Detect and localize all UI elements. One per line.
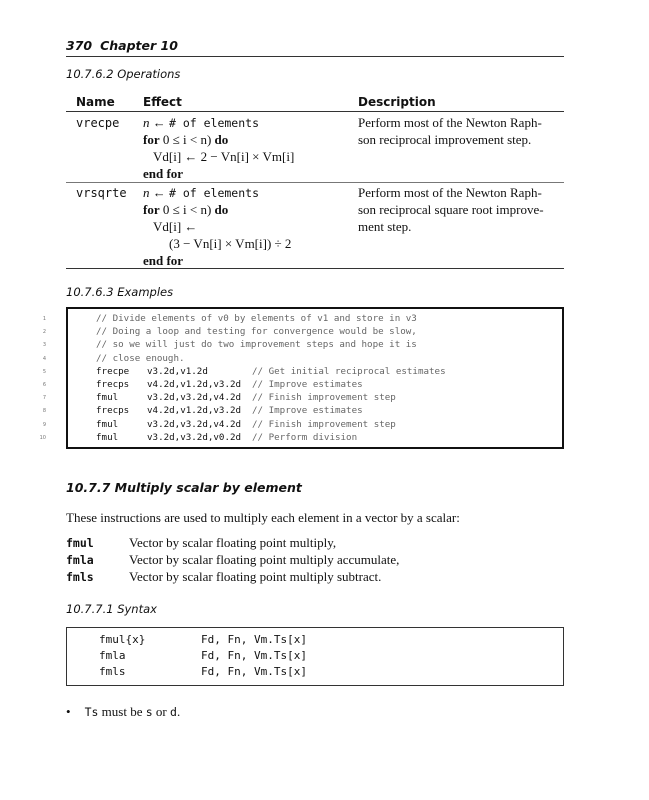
operations-heading: 10.7.6.2 Operations (66, 67, 181, 81)
for-expression: 0 ≤ i < n) (159, 202, 215, 217)
var-n: n (143, 115, 150, 130)
intro-paragraph: These instructions are used to multiply each element in a vector by a scalar: (66, 510, 460, 525)
elements-count: # of elements (169, 186, 260, 200)
code-comment: // Divide elements of v0 by elements of v1 and store in v3 (96, 313, 417, 324)
line-number: 10 (39, 434, 46, 441)
code-line (96, 419, 396, 430)
bullet-text: must be (98, 704, 146, 719)
s-term: s (145, 705, 153, 719)
bullet-text: . (176, 704, 181, 719)
arrow: ← (149, 115, 169, 130)
header-rule (66, 56, 564, 57)
code-op: fmul (96, 392, 119, 404)
instr-name: fmls (66, 570, 94, 584)
description-vrsqrte (358, 184, 558, 235)
var-n: n (143, 185, 150, 200)
code-args: v4.2d,v1.2d,v3.2d (147, 379, 242, 390)
code-comment: // Doing a loop and testing for convergence would be slow, (96, 326, 417, 338)
effect-line-endfor: end for (143, 166, 184, 181)
line-number: 8 (42, 408, 46, 415)
code-line (96, 313, 417, 324)
code-args: v3.2d,v3.2d,v4.2d (147, 392, 242, 404)
code-line (96, 353, 185, 364)
syntax-op: fmla (99, 649, 126, 662)
row-divider (66, 182, 564, 183)
col-header-name: Name (76, 95, 115, 109)
code-op: fmul (96, 431, 119, 443)
col-header-effect: Effect (143, 95, 182, 109)
syntax-heading: 10.7.7.1 Syntax (66, 602, 157, 616)
do-keyword: do (214, 202, 229, 217)
instr-desc: Vector by scalar floating point multiply, (129, 535, 337, 550)
line-number: 3 (42, 342, 46, 349)
syntax-operands: Fd, Fn, Vm.Ts[x] (201, 649, 307, 662)
code-comment: // so we will just do two improvement steps and hope it is (96, 339, 417, 351)
code-args: v3.2d,v3.2d,v4.2d (147, 418, 242, 430)
code-comment: // Perform division (252, 431, 358, 443)
running-header (66, 38, 178, 53)
description-vrecpe (358, 114, 558, 148)
line-number: 7 (42, 395, 46, 402)
effect-line-assign (143, 114, 259, 132)
code-op: frecps (96, 405, 130, 417)
section-heading: 10.7.7 Multiply scalar by element (66, 480, 302, 495)
do-keyword: do (214, 132, 229, 147)
effect-line-body: Vd[i] ← (153, 219, 198, 234)
col-header-description: Description (358, 95, 436, 109)
effect-line-for (143, 201, 228, 218)
code-args: v3.2d,v3.2d,v0.2d (147, 431, 242, 443)
bullet-glyph: • (66, 704, 71, 719)
code-comment: // Finish improvement step (252, 418, 396, 430)
syntax-box (66, 627, 564, 686)
line-number: 6 (42, 382, 46, 388)
code-line (96, 405, 363, 416)
for-keyword: for (143, 202, 160, 217)
instr-name: fmla (66, 553, 94, 567)
line-number: 5 (42, 368, 46, 375)
desc-line: son reciprocal square root improve- (358, 202, 544, 217)
code-args: v3.2d,v1.2d (147, 365, 208, 377)
line-number: 9 (42, 421, 46, 428)
desc-line: Perform most of the Newton Raph- (358, 185, 542, 200)
arrow: ← (149, 185, 169, 200)
code-op: frecpe (96, 365, 130, 377)
for-expression: 0 ≤ i < n) (159, 132, 215, 147)
elements-count: # of elements (169, 116, 260, 130)
examples-heading: 10.7.6.3 Examples (66, 285, 174, 299)
op-name-vrecpe: vrecpe (76, 116, 120, 130)
code-comment: // Improve estimates (252, 405, 363, 417)
code-line (96, 339, 417, 350)
code-comment: // Get initial reciprocal estimates (252, 365, 446, 377)
code-op: frecps (96, 379, 130, 390)
line-number: 2 (42, 329, 46, 336)
for-keyword: for (143, 132, 160, 147)
effect-line-body-cont: (3 − Vn[i] × Vm[i]) ÷ 2 (169, 236, 292, 251)
effect-line-assign (143, 184, 259, 202)
code-args: v4.2d,v1.2d,v3.2d (147, 405, 242, 417)
instr-desc: Vector by scalar floating point multiply subtract. (129, 569, 382, 584)
syntax-op: fmls (99, 665, 126, 678)
table-bottom-rule (66, 268, 564, 269)
code-line (96, 379, 363, 390)
syntax-operands: Fd, Fn, Vm.Ts[x] (201, 633, 307, 646)
ts-term: Ts (84, 705, 99, 719)
page-number: 370 (66, 38, 93, 53)
line-number: 4 (42, 355, 46, 362)
syntax-operands: Fd, Fn, Vm.Ts[x] (201, 665, 307, 678)
syntax-op: fmul{x} (99, 633, 146, 646)
table-header-rule (66, 111, 564, 112)
code-comment: // Finish improvement step (252, 392, 396, 404)
instr-name: fmul (66, 536, 94, 550)
code-line (96, 392, 396, 403)
op-name-vrsqrte: vrsqrte (76, 186, 127, 200)
code-comment: // close enough. (96, 352, 185, 364)
code-line (96, 326, 417, 337)
code-op: fmul (96, 418, 119, 430)
bullet-text: or (152, 704, 171, 719)
code-line (96, 366, 446, 377)
instr-desc: Vector by scalar floating point multiply accumulate, (129, 552, 400, 567)
chapter-title: Chapter 10 (100, 38, 178, 53)
desc-line: son reciprocal improvement step. (358, 132, 532, 147)
code-comment: // Improve estimates (252, 379, 363, 390)
effect-line-for (143, 131, 228, 148)
d-term: d (170, 705, 177, 719)
code-line (96, 432, 357, 443)
line-number: 1 (42, 316, 46, 322)
bullet-item (66, 704, 180, 720)
effect-line-body: Vd[i] ← 2 − Vn[i] × Vm[i] (153, 149, 295, 164)
effect-line-endfor: end for (143, 253, 184, 268)
desc-line: Perform most of the Newton Raph- (358, 115, 542, 130)
desc-line: ment step. (358, 219, 412, 234)
